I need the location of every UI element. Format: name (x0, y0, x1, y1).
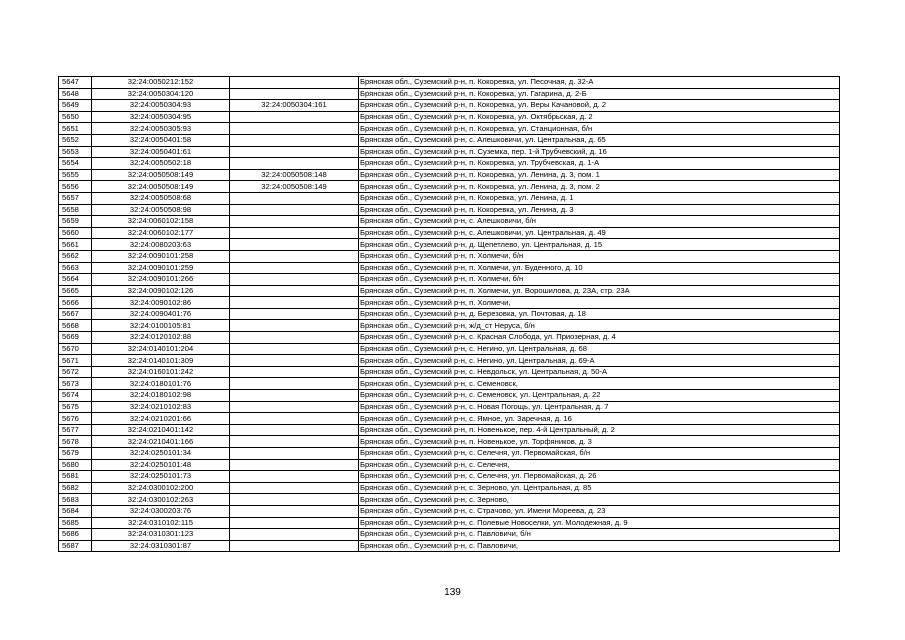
previous-cadastral-number-cell (230, 250, 359, 262)
table-row (59, 297, 840, 309)
cadastral-number-cell: 32:24:0120102:88 (92, 332, 230, 344)
registry-table (58, 76, 840, 552)
table-row (59, 158, 840, 170)
cadastral-number-cell: 32:24:0050502:18 (92, 158, 230, 170)
row-number-cell: 5670 (59, 343, 92, 355)
page-number: 139 (444, 587, 461, 598)
cadastral-number-cell: 32:24:0140101:204 (92, 343, 230, 355)
address-cell: Брянская обл., Суземский р-н, п. Холмечи, б/н (359, 250, 840, 262)
table-row (59, 494, 840, 506)
cadastral-number-cell: 32:24:0050212:152 (92, 77, 230, 89)
cadastral-number-cell: 32:24:0050304:120 (92, 88, 230, 100)
row-number-cell: 5668 (59, 320, 92, 332)
previous-cadastral-number-cell (230, 320, 359, 332)
cadastral-number-cell: 32:24:0050304:93 (92, 100, 230, 112)
row-number-cell: 5666 (59, 297, 92, 309)
address-cell: Брянская обл., Суземский р-н, п. Кокоревка, ул. Октябрьская, д. 2 (359, 111, 840, 123)
previous-cadastral-number-cell (230, 111, 359, 123)
cadastral-number-cell: 32:24:0310301:87 (92, 540, 230, 552)
address-cell: Брянская обл., Суземский р-н, п. Холмечи, ул. Буденного, д. 10 (359, 262, 840, 274)
previous-cadastral-number-cell (230, 505, 359, 517)
row-number-cell: 5669 (59, 332, 92, 344)
table-row (59, 227, 840, 239)
previous-cadastral-number-cell (230, 343, 359, 355)
table-row (59, 332, 840, 344)
address-cell: Брянская обл., Суземский р-н, п. Суземка, пер. 1-й Трубчевский, д. 16 (359, 146, 840, 158)
address-cell: Брянская обл., Суземский р-н, с. Новая Погощь, ул. Центральная, д. 7 (359, 401, 840, 413)
previous-cadastral-number-cell (230, 216, 359, 228)
cadastral-number-cell: 32:24:0300102:200 (92, 482, 230, 494)
table-row (59, 111, 840, 123)
row-number-cell: 5663 (59, 262, 92, 274)
row-number-cell: 5672 (59, 366, 92, 378)
address-cell: Брянская обл., Суземский р-н, с. Страчово, ул. Имени Мореева, д. 23 (359, 505, 840, 517)
table-row (59, 529, 840, 541)
cadastral-number-cell: 32:24:0210201:66 (92, 413, 230, 425)
address-cell: Брянская обл., Суземский р-н, п. Холмечи, (359, 297, 840, 309)
row-number-cell: 5650 (59, 111, 92, 123)
previous-cadastral-number-cell (230, 529, 359, 541)
row-number-cell: 5674 (59, 390, 92, 402)
previous-cadastral-number-cell (230, 482, 359, 494)
address-cell: Брянская обл., Суземский р-н, п. Холмечи, ул. Ворошилова, д. 23А, стр. 23А (359, 285, 840, 297)
table-row (59, 250, 840, 262)
table-row (59, 436, 840, 448)
previous-cadastral-number-cell (230, 285, 359, 297)
row-number-cell: 5660 (59, 227, 92, 239)
row-number-cell: 5661 (59, 239, 92, 251)
previous-cadastral-number-cell (230, 332, 359, 344)
previous-cadastral-number-cell (230, 401, 359, 413)
table-row (59, 378, 840, 390)
row-number-cell: 5683 (59, 494, 92, 506)
cadastral-number-cell: 32:24:0090101:258 (92, 250, 230, 262)
previous-cadastral-number-cell (230, 158, 359, 170)
registry-table-body (59, 77, 840, 552)
address-cell: Брянская обл., Суземский р-н, п. Новенькое, ул. Торфяников, д. 3 (359, 436, 840, 448)
row-number-cell: 5671 (59, 355, 92, 367)
table-row (59, 262, 840, 274)
previous-cadastral-number-cell (230, 378, 359, 390)
cadastral-number-cell: 32:24:0160101:242 (92, 366, 230, 378)
cadastral-number-cell: 32:24:0050401:58 (92, 134, 230, 146)
row-number-cell: 5649 (59, 100, 92, 112)
cadastral-number-cell: 32:24:0090102:126 (92, 285, 230, 297)
cadastral-number-cell: 32:24:0140101:309 (92, 355, 230, 367)
address-cell: Брянская обл., Суземский р-н, п. Кокоревка, ул. Трубчевская, д. 1-А (359, 158, 840, 170)
cadastral-number-cell: 32:24:0210401:166 (92, 436, 230, 448)
cadastral-number-cell: 32:24:0050401:61 (92, 146, 230, 158)
table-row (59, 100, 840, 112)
address-cell: Брянская обл., Суземский р-н, с. Павловичи, (359, 540, 840, 552)
cadastral-number-cell: 32:24:0050508:98 (92, 204, 230, 216)
table-row (59, 390, 840, 402)
address-cell: Брянская обл., Суземский р-н, с. Зерново, ул. Центральная, д. 85 (359, 482, 840, 494)
cadastral-number-cell: 32:24:0250101:34 (92, 448, 230, 460)
previous-cadastral-number-cell (230, 192, 359, 204)
cadastral-number-cell: 32:24:0300102:263 (92, 494, 230, 506)
table-row (59, 505, 840, 517)
table-row (59, 459, 840, 471)
previous-cadastral-number-cell (230, 448, 359, 460)
table-row (59, 540, 840, 552)
address-cell: Брянская обл., Суземский р-н, с. Алешковичи, ул. Центральная, д. 65 (359, 134, 840, 146)
previous-cadastral-number-cell (230, 517, 359, 529)
table-row (59, 308, 840, 320)
row-number-cell: 5653 (59, 146, 92, 158)
cadastral-number-cell: 32:24:0060102:158 (92, 216, 230, 228)
row-number-cell: 5667 (59, 308, 92, 320)
address-cell: Брянская обл., Суземский р-н, с. Селечня, ул. Первомайская, б/н (359, 448, 840, 460)
table-row (59, 320, 840, 332)
cadastral-number-cell: 32:24:0090102:86 (92, 297, 230, 309)
address-cell: Брянская обл., Суземский р-н, п. Новенькое, пер. 4-й Центральный, д. 2 (359, 424, 840, 436)
row-number-cell: 5680 (59, 459, 92, 471)
row-number-cell: 5682 (59, 482, 92, 494)
cadastral-number-cell: 32:24:0050508:149 (92, 181, 230, 193)
row-number-cell: 5656 (59, 181, 92, 193)
previous-cadastral-number-cell (230, 134, 359, 146)
row-number-cell: 5686 (59, 529, 92, 541)
address-cell: Брянская обл., Суземский р-н, с. Алешковичи, ул. Центральная, д. 49 (359, 227, 840, 239)
address-cell: Брянская обл., Суземский р-н, д. Березовка, ул. Почтовая, д. 18 (359, 308, 840, 320)
address-cell: Брянская обл., Суземский р-н, с. Павловичи, б/н (359, 529, 840, 541)
address-cell: Брянская обл., Суземский р-н, ж/д_ст Неруса, б/н (359, 320, 840, 332)
table-row (59, 343, 840, 355)
previous-cadastral-number-cell (230, 424, 359, 436)
previous-cadastral-number-cell (230, 297, 359, 309)
table-row (59, 216, 840, 228)
address-cell: Брянская обл., Суземский р-н, с. Семеновск, (359, 378, 840, 390)
row-number-cell: 5658 (59, 204, 92, 216)
table-row (59, 471, 840, 483)
address-cell: Брянская обл., Суземский р-н, п. Кокоревка, ул. Песочная, д. 32-А (359, 77, 840, 89)
row-number-cell: 5655 (59, 169, 92, 181)
table-row (59, 482, 840, 494)
address-cell: Брянская обл., Суземский р-н, с. Селечня, (359, 459, 840, 471)
table-row (59, 192, 840, 204)
previous-cadastral-number-cell (230, 413, 359, 425)
row-number-cell: 5654 (59, 158, 92, 170)
address-cell: Брянская обл., Суземский р-н, п. Кокоревка, ул. Ленина, д. 3 (359, 204, 840, 216)
table-row (59, 88, 840, 100)
address-cell: Брянская обл., Суземский р-н, с. Невдольск, ул. Центральная, д. 50-А (359, 366, 840, 378)
previous-cadastral-number-cell (230, 540, 359, 552)
previous-cadastral-number-cell (230, 204, 359, 216)
row-number-cell: 5685 (59, 517, 92, 529)
address-cell: Брянская обл., Суземский р-н, п. Кокоревка, ул. Гагарина, д. 2-Б (359, 88, 840, 100)
previous-cadastral-number-cell (230, 355, 359, 367)
row-number-cell: 5651 (59, 123, 92, 135)
cadastral-number-cell: 32:24:0090101:266 (92, 274, 230, 286)
row-number-cell: 5687 (59, 540, 92, 552)
row-number-cell: 5679 (59, 448, 92, 460)
row-number-cell: 5681 (59, 471, 92, 483)
table-row (59, 517, 840, 529)
previous-cadastral-number-cell (230, 239, 359, 251)
cadastral-number-cell: 32:24:0300203:76 (92, 505, 230, 517)
row-number-cell: 5665 (59, 285, 92, 297)
address-cell: Брянская обл., Суземский р-н, п. Кокоревка, ул. Ленина, д. 1 (359, 192, 840, 204)
address-cell: Брянская обл., Суземский р-н, с. Негино, ул. Центральная, д. 69-А (359, 355, 840, 367)
previous-cadastral-number-cell (230, 88, 359, 100)
table-row (59, 401, 840, 413)
row-number-cell: 5664 (59, 274, 92, 286)
table-row (59, 448, 840, 460)
address-cell: Брянская обл., Суземский р-н, п. Кокоревка, ул. Ленина, д. 3, пом. 2 (359, 181, 840, 193)
address-cell: Брянская обл., Суземский р-н, с. Красная Слобода, ул. Приозерная, д. 4 (359, 332, 840, 344)
table-row (59, 181, 840, 193)
row-number-cell: 5648 (59, 88, 92, 100)
previous-cadastral-number-cell (230, 77, 359, 89)
cadastral-number-cell: 32:24:0050508:149 (92, 169, 230, 181)
previous-cadastral-number-cell (230, 227, 359, 239)
address-cell: Брянская обл., Суземский р-н, д. Щепетлево, ул. Центральная, д. 15 (359, 239, 840, 251)
row-number-cell: 5662 (59, 250, 92, 262)
address-cell: Брянская обл., Суземский р-н, п. Кокоревка, ул. Станционная, б/н (359, 123, 840, 135)
previous-cadastral-number-cell (230, 494, 359, 506)
previous-cadastral-number-cell (230, 123, 359, 135)
address-cell: Брянская обл., Суземский р-н, с. Селечня, ул. Первомайская, д. 26 (359, 471, 840, 483)
address-cell: Брянская обл., Суземский р-н, п. Кокоревка, ул. Ленина, д. 3, пом. 1 (359, 169, 840, 181)
table-row (59, 413, 840, 425)
row-number-cell: 5684 (59, 505, 92, 517)
cadastral-number-cell: 32:24:0050305:93 (92, 123, 230, 135)
row-number-cell: 5657 (59, 192, 92, 204)
table-row (59, 169, 840, 181)
previous-cadastral-number-cell (230, 471, 359, 483)
table-row (59, 123, 840, 135)
cadastral-number-cell: 32:24:0090101:259 (92, 262, 230, 274)
previous-cadastral-number-cell: 32:24:0050508:149 (230, 181, 359, 193)
cadastral-number-cell: 32:24:0250101:48 (92, 459, 230, 471)
previous-cadastral-number-cell (230, 146, 359, 158)
address-cell: Брянская обл., Суземский р-н, с. Алешковичи, б/н (359, 216, 840, 228)
address-cell: Брянская обл., Суземский р-н, с. Негино, ул. Центральная, д. 68 (359, 343, 840, 355)
previous-cadastral-number-cell (230, 366, 359, 378)
cadastral-number-cell: 32:24:0310301:123 (92, 529, 230, 541)
previous-cadastral-number-cell (230, 262, 359, 274)
row-number-cell: 5675 (59, 401, 92, 413)
table-row (59, 285, 840, 297)
cadastral-number-cell: 32:24:0180101:76 (92, 378, 230, 390)
row-number-cell: 5652 (59, 134, 92, 146)
cadastral-number-cell: 32:24:0090401:76 (92, 308, 230, 320)
address-cell: Брянская обл., Суземский р-н, с. Ямное, ул. Заречная, д. 16 (359, 413, 840, 425)
row-number-cell: 5659 (59, 216, 92, 228)
table-row (59, 134, 840, 146)
cadastral-number-cell: 32:24:0250101:73 (92, 471, 230, 483)
previous-cadastral-number-cell: 32:24:0050508:148 (230, 169, 359, 181)
cadastral-number-cell: 32:24:0050304:95 (92, 111, 230, 123)
previous-cadastral-number-cell: 32:24:0050304:161 (230, 100, 359, 112)
cadastral-number-cell: 32:24:0310102:115 (92, 517, 230, 529)
row-number-cell: 5678 (59, 436, 92, 448)
table-row (59, 239, 840, 251)
address-cell: Брянская обл., Суземский р-н, п. Холмечи, б/н (359, 274, 840, 286)
address-cell: Брянская обл., Суземский р-н, п. Кокоревка, ул. Веры Качановой, д. 2 (359, 100, 840, 112)
row-number-cell: 5677 (59, 424, 92, 436)
previous-cadastral-number-cell (230, 390, 359, 402)
table-row (59, 355, 840, 367)
row-number-cell: 5673 (59, 378, 92, 390)
cadastral-number-cell: 32:24:0210401:142 (92, 424, 230, 436)
table-row (59, 424, 840, 436)
cadastral-number-cell: 32:24:0060102:177 (92, 227, 230, 239)
previous-cadastral-number-cell (230, 274, 359, 286)
previous-cadastral-number-cell (230, 308, 359, 320)
table-row (59, 204, 840, 216)
table-row (59, 366, 840, 378)
address-cell: Брянская обл., Суземский р-н, с. Полевые Новоселки, ул. Молодежная, д. 9 (359, 517, 840, 529)
table-row (59, 77, 840, 89)
row-number-cell: 5676 (59, 413, 92, 425)
address-cell: Брянская обл., Суземский р-н, с. Семеновск, ул. Центральная, д. 22 (359, 390, 840, 402)
cadastral-number-cell: 32:24:0080203:63 (92, 239, 230, 251)
previous-cadastral-number-cell (230, 459, 359, 471)
cadastral-number-cell: 32:24:0210102:83 (92, 401, 230, 413)
address-cell: Брянская обл., Суземский р-н, с. Зерново, (359, 494, 840, 506)
previous-cadastral-number-cell (230, 436, 359, 448)
cadastral-number-cell: 32:24:0100105:81 (92, 320, 230, 332)
cadastral-number-cell: 32:24:0050508:68 (92, 192, 230, 204)
cadastral-number-cell: 32:24:0180102:98 (92, 390, 230, 402)
row-number-cell: 5647 (59, 77, 92, 89)
table-row (59, 146, 840, 158)
table-row (59, 274, 840, 286)
